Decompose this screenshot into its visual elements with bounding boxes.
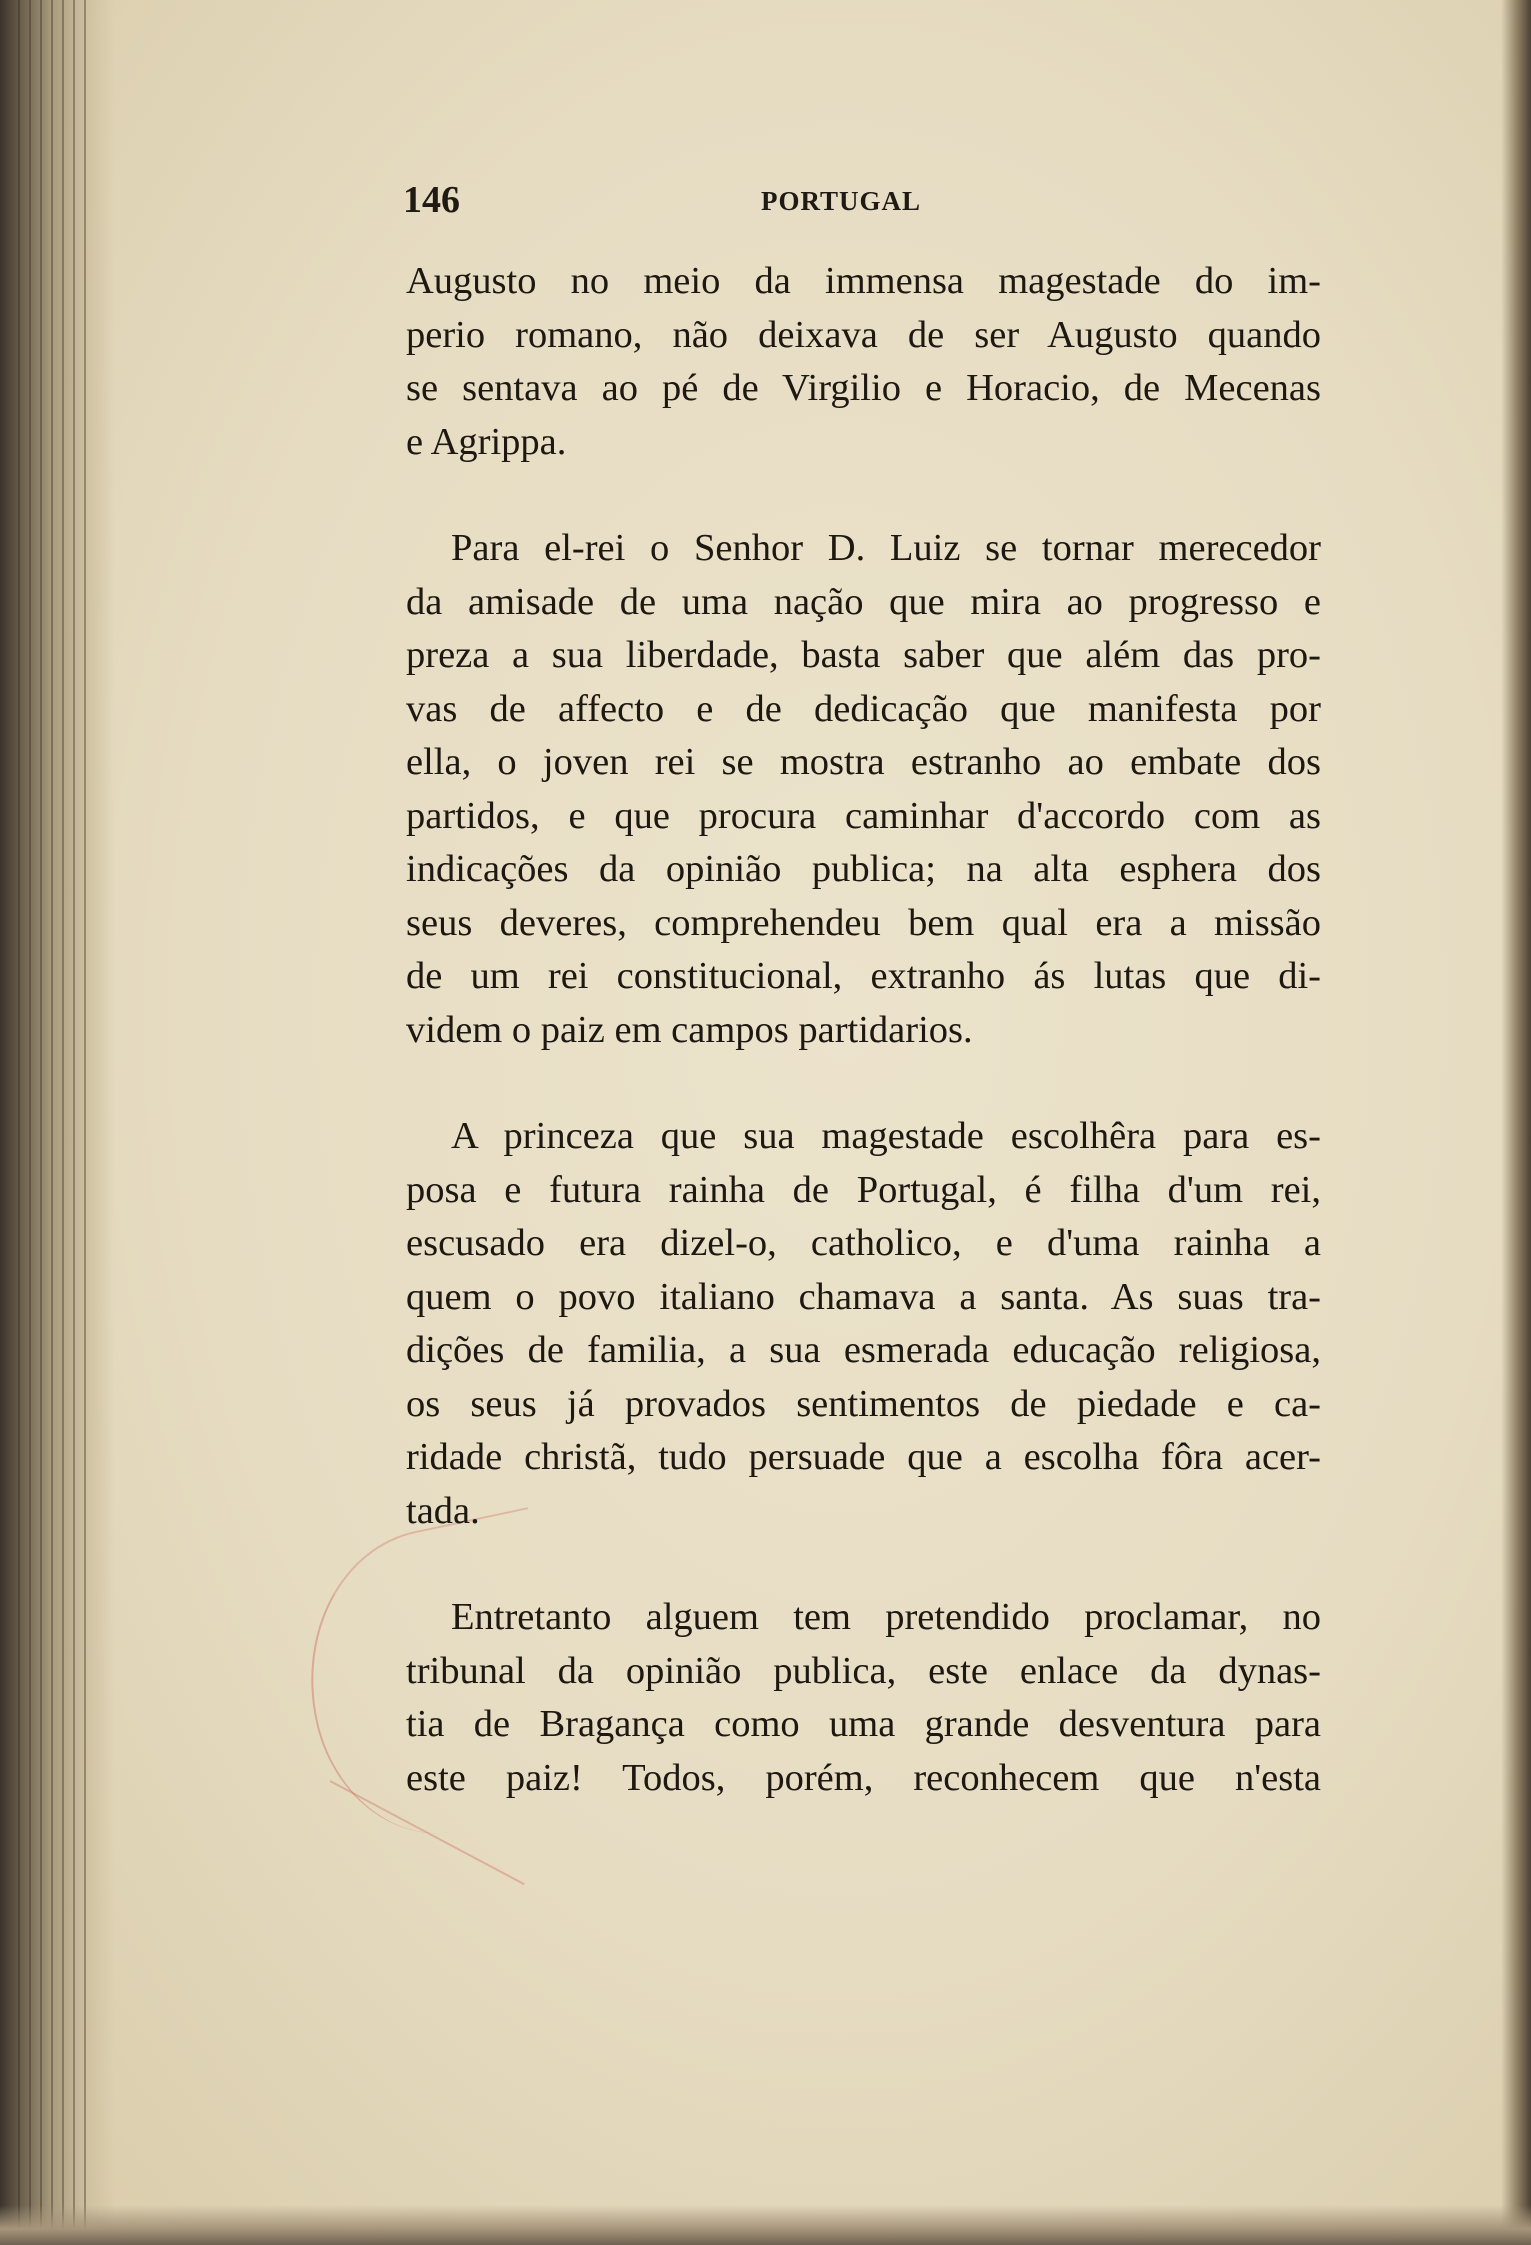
text-line: vas de affecto e de dedicação que manifesta por [406, 687, 1321, 730]
page-stack-lines [18, 0, 88, 2245]
text-line: escusado era dizel-o, catholico, e d'uma rainha a [406, 1222, 1321, 1264]
page-number: 146 [403, 179, 460, 221]
text-line: seus deveres, comprehendeu bem qual era a missão [406, 901, 1321, 944]
text-line: ella, o joven rei se mostra estranho ao embate dos [406, 741, 1321, 783]
page-header [403, 178, 1323, 228]
paragraph-1 [406, 255, 1321, 469]
text-line: este paiz! Todos, porém, reconhecem que n'esta [406, 1756, 1321, 1799]
text-line: dições de familia, a sua esmerada educação religiosa, [406, 1329, 1321, 1371]
text-line: se sentava ao pé de Virgilio e Horacio, de Mecenas [406, 367, 1321, 409]
text-line: videm o paiz em campos partidarios. [406, 1008, 973, 1051]
body-text [406, 255, 1321, 1858]
running-head: PORTUGAL [761, 186, 922, 216]
text-line: tribunal da opinião publica, este enlace da dynas- [406, 1649, 1321, 1692]
text-line: de um rei constitucional, extranho ás lutas que di- [406, 955, 1321, 997]
text-line: Entretanto alguem tem pretendido proclamar, no [451, 1596, 1321, 1638]
text-line: ridade christã, tudo persuade que a escolha fôra acer- [406, 1436, 1321, 1478]
page-bottom-edge [0, 2205, 1531, 2245]
text-line: preza a sua liberdade, basta saber que além das pro- [406, 634, 1321, 676]
text-line: perio romano, não deixava de ser Augusto quando [406, 313, 1321, 356]
paragraph-2 [406, 522, 1321, 1057]
text-line: Para el-rei o Senhor D. Luiz se tornar merecedor [451, 527, 1321, 569]
text-line: A princeza que sua magestade escolhêra para es- [451, 1115, 1321, 1157]
paragraph-3 [406, 1110, 1321, 1538]
text-line: da amisade de uma nação que mira ao progresso e [406, 580, 1321, 623]
page-right-edge [1501, 0, 1531, 2245]
text-line: posa e futura rainha de Portugal, é filha d'um rei, [406, 1168, 1321, 1211]
text-line: e Agrippa. [406, 420, 567, 463]
paragraph-4 [406, 1591, 1321, 1805]
text-line: tia de Bragança como uma grande desventura para [406, 1703, 1321, 1745]
text-line: quem o povo italiano chamava a santa. As suas tra- [406, 1275, 1321, 1318]
text-line: partidos, e que procura caminhar d'accordo com as [406, 794, 1321, 837]
text-line: tada. [406, 1489, 480, 1532]
text-line: Augusto no meio da immensa magestade do im- [406, 260, 1321, 302]
text-line: os seus já provados sentimentos de piedade e ca- [406, 1382, 1321, 1425]
text-line: indicações da opinião publica; na alta esphera dos [406, 848, 1321, 890]
